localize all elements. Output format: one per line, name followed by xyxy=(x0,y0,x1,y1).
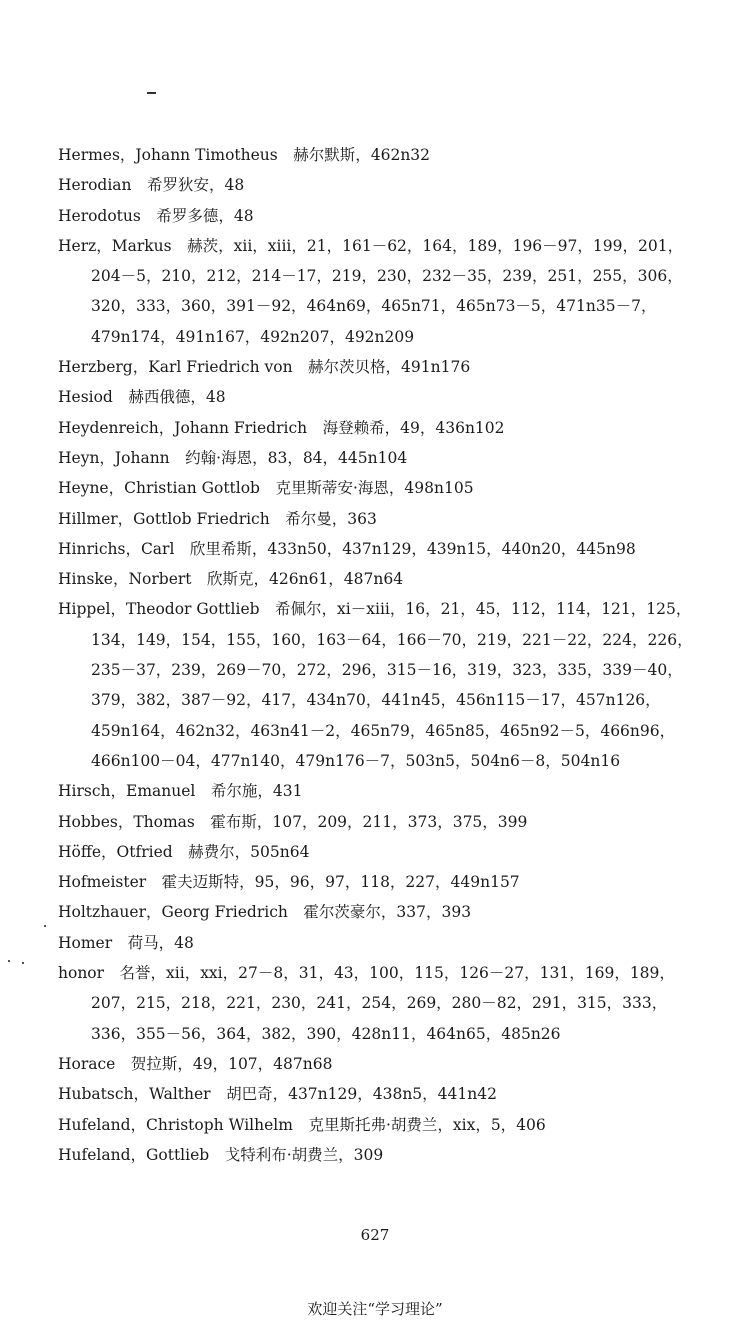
index-entry: Hofmeister 霍夫迈斯特，95，96，97，118，227，449n157 xyxy=(58,873,520,892)
index-entry: Hesiod 赫西俄德，48 xyxy=(58,388,226,407)
index-entry: Hirsch，Emanuel 希尔施，431 xyxy=(58,782,303,801)
scan-mark xyxy=(147,92,156,94)
index-entry: Heydenreich，Johann Friedrich 海登赖希，49，436n102 xyxy=(58,418,505,437)
index-entry: Herodotus 希罗多德，48 xyxy=(58,206,254,225)
index-entry: Holtzhauer，Georg Friedrich 霍尔茨豪尔，337，393 xyxy=(58,903,472,922)
index-entry: Hermes，Johann Timotheus 赫尔默斯，462n32 xyxy=(58,146,431,164)
page-number: 627 xyxy=(360,1226,390,1244)
index-entry: Homer 荷马，48 xyxy=(58,933,194,952)
index-entry: Herodian 希罗狄安，48 xyxy=(58,176,245,195)
index-entry: Hufeland，Christoph Wilhelm 克里斯托弗·胡费兰，xix，5，406 xyxy=(58,1115,546,1134)
index-list xyxy=(58,140,694,1170)
index-entry: Hinske，Norbert 欣斯克，426n61，487n64 xyxy=(58,570,404,589)
index-entry: Horace 贺拉斯，49，107，487n68 xyxy=(58,1054,333,1073)
index-entry: Hinrichs，Carl 欣里希斯，433n50，437n129，439n15，440n20，445n98 xyxy=(58,539,636,558)
footer-note: 欢迎关注“学习理论” xyxy=(307,1300,443,1318)
scan-speck xyxy=(22,962,24,964)
index-entry: Heyn，Johann 约翰·海恩，83，84，445n104 xyxy=(58,448,408,467)
index-entry: Hufeland，Gottlieb 戈特利布·胡费兰，309 xyxy=(58,1145,384,1164)
index-entry: Heyne，Christian Gottlob 克里斯蒂安·海恩，498n105 xyxy=(58,479,474,498)
scan-speck xyxy=(44,925,46,927)
index-entry: honor 名誉，xii，xxi，27－8，31，43，100，115，126－27，131，169，189，207，215，218，221，230，241，254，269，280－82，291，315，333，336，355－56，364，382，390，428n11，464n65，485n26 xyxy=(58,964,675,1043)
index-entry: Hippel，Theodor Gottlieb 希佩尔，xi－xiii，16，21，45，112，114，121，125，134，149，154，155，160，163－64，166－70，219，221－22，224，226，235－37，239，269－70，272，296，315－16，319，323，335，339－40，379，382，387－92，417，434n70，441n45，456n115－17，457n126，459n164，462n32，463n41－2，465n79，465n85，465n92－5，466n96，466n100－04，477n140，479n176－7，503n5，504n6－8，504n16 xyxy=(58,600,693,770)
index-entry: Herz，Markus 赫茨，xii，xiii，21，161－62，164，189，196－97，199，201，204－5，210，212，214－17，219，230，232－35，239，251，255，306，320，333，360，391－92，464n69，465n71，465n73－5，471n35－7，479n174，491n167，492n207，492n209 xyxy=(58,236,684,346)
index-entry: Herzberg，Karl Friedrich von 赫尔茨贝格，491n176 xyxy=(58,358,471,377)
index-entry: Hubatsch，Walther 胡巴奇，437n129，438n5，441n42 xyxy=(58,1085,497,1104)
index-entry: Höffe，Otfried 赫费尔，505n64 xyxy=(58,842,310,861)
index-entry: Hillmer，Gottlob Friedrich 希尔曼，363 xyxy=(58,509,377,528)
index-entry: Hobbes，Thomas 霍布斯，107，209，211，373，375，399 xyxy=(58,812,528,831)
scan-speck xyxy=(8,960,10,962)
